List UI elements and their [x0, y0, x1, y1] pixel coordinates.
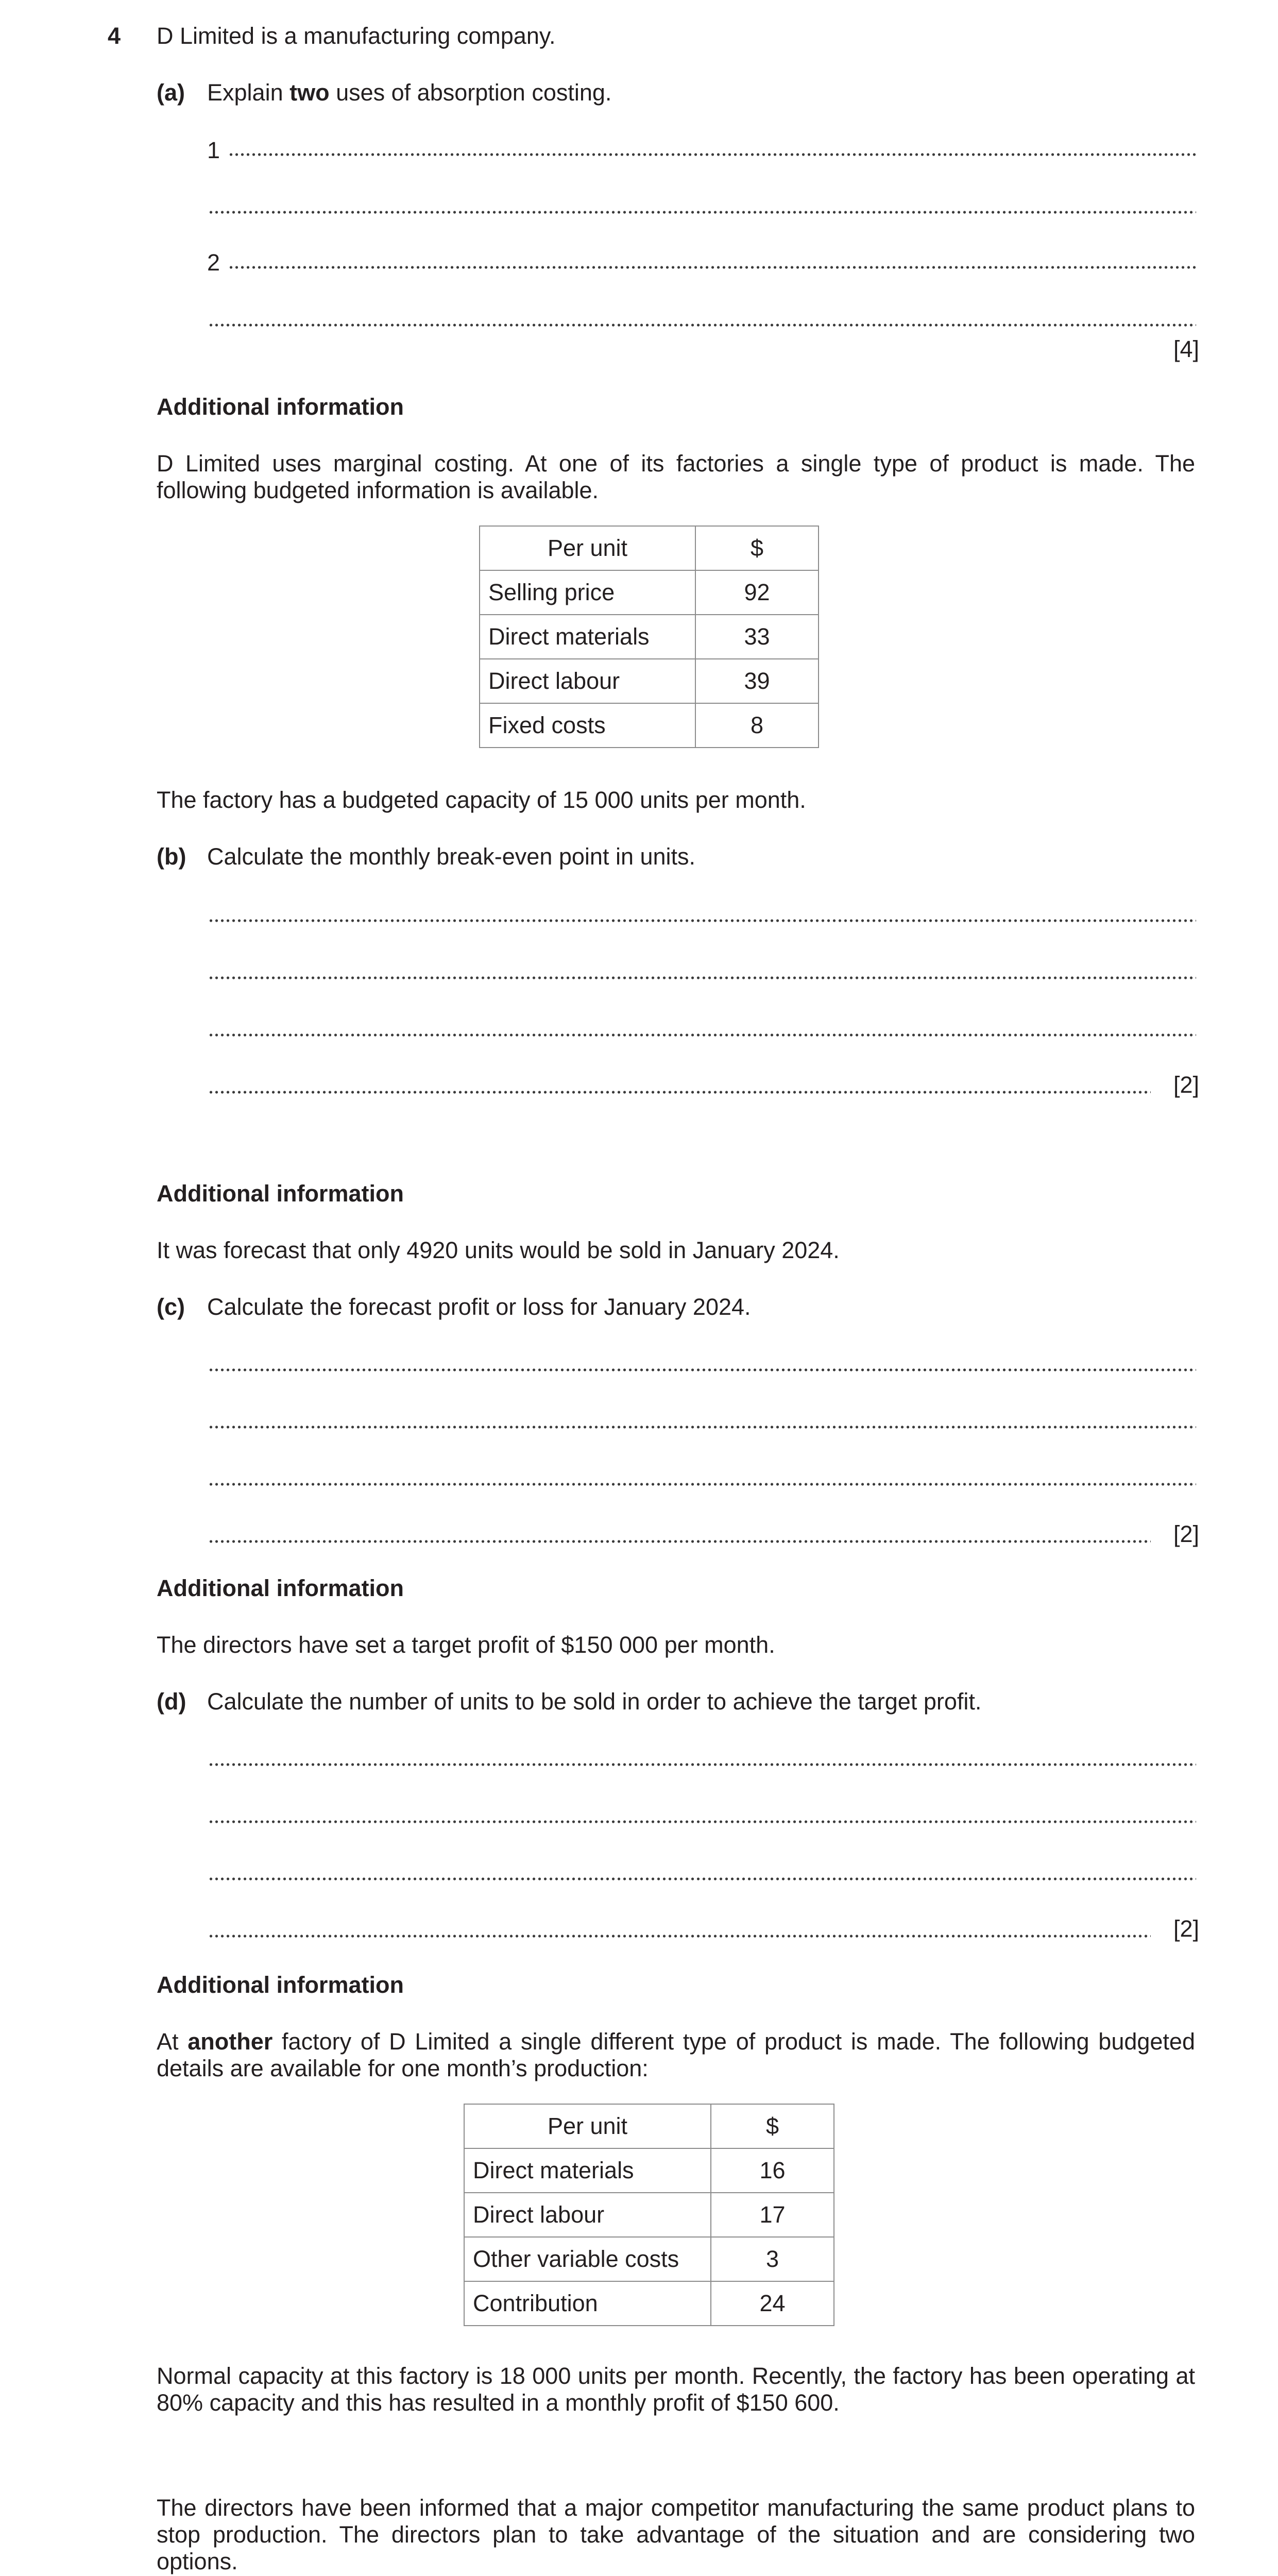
- answer-line[interactable]: [208, 1425, 1196, 1430]
- part-a-label: (a): [157, 79, 185, 106]
- part-b-marks: [2]: [1173, 1072, 1199, 1098]
- section-heading: Additional information: [157, 1575, 404, 1601]
- capacity-text: The factory has a budgeted capacity of 15 000 units per month.: [157, 787, 806, 813]
- table-cell-label: Direct materials: [480, 615, 695, 659]
- part-c-marks: [2]: [1173, 1521, 1199, 1547]
- question-number: 4: [108, 23, 121, 49]
- table-cell-label: Selling price: [480, 570, 695, 615]
- competitor-text: The directors have been informed that a major competitor manufacturing the same product plans to stop production. The directors plan to take advantage of the situation and are considering two options.: [157, 2495, 1195, 2574]
- table-cell-value: 16: [711, 2148, 834, 2193]
- budget-table-1: [479, 526, 819, 748]
- part-b-label: (b): [157, 843, 186, 870]
- answer-line[interactable]: [208, 1819, 1196, 1824]
- answer-line[interactable]: [208, 1762, 1196, 1767]
- answer-line[interactable]: [208, 1876, 1196, 1882]
- table-cell-value: 24: [711, 2281, 834, 2326]
- part-d-label: (d): [157, 1688, 186, 1715]
- table-cell-label: Direct labour: [464, 2193, 711, 2237]
- answer-line[interactable]: [208, 1090, 1151, 1095]
- answer-line[interactable]: [208, 1482, 1196, 1487]
- part-b-question: Calculate the monthly break-even point in units.: [207, 843, 696, 870]
- table-header-cell: $: [711, 2104, 834, 2148]
- info-1-text: D Limited uses marginal costing. At one of its factories a single type of product is made. The following budgeted information is available.: [157, 450, 1195, 503]
- table-cell-value: 3: [711, 2237, 834, 2281]
- table-cell-label: Direct labour: [480, 659, 695, 703]
- table-header-row: [480, 526, 819, 570]
- table-row: [480, 659, 819, 703]
- table-cell-label: Other variable costs: [464, 2237, 711, 2281]
- section-heading: Additional information: [157, 1972, 404, 1998]
- answer-line[interactable]: [208, 1367, 1196, 1372]
- table-cell-value: 8: [695, 703, 819, 748]
- answer-line[interactable]: [208, 210, 1196, 215]
- section-heading: Additional information: [157, 394, 404, 420]
- answer-line[interactable]: [208, 1934, 1151, 1939]
- table-row: [464, 2193, 834, 2237]
- table-cell-label: Fixed costs: [480, 703, 695, 748]
- table-cell-label: Direct materials: [464, 2148, 711, 2193]
- answer-line[interactable]: [228, 152, 1196, 157]
- table-row: [480, 703, 819, 748]
- table-row: [464, 2148, 834, 2193]
- part-c-label: (c): [157, 1294, 185, 1320]
- info-2-text: It was forecast that only 4920 units would be sold in January 2024.: [157, 1237, 840, 1263]
- answer-line[interactable]: [228, 265, 1196, 270]
- part-d-marks: [2]: [1173, 1916, 1199, 1942]
- question-intro: D Limited is a manufacturing company.: [157, 23, 556, 49]
- part-d-question: Calculate the number of units to be sold in order to achieve the target profit.: [207, 1688, 982, 1715]
- table-cell-value: 17: [711, 2193, 834, 2237]
- normal-capacity-text: Normal capacity at this factory is 18 000 units per month. Recently, the factory has been operating at 80% capacity and this has resulted in a monthly profit of $150 600.: [157, 2363, 1195, 2416]
- part-a-question: Explain two uses of absorption costing.: [207, 79, 612, 106]
- budget-table-2: [464, 2104, 834, 2326]
- info-3-text: The directors have set a target profit of $150 000 per month.: [157, 1632, 775, 1658]
- table-cell-value: 33: [695, 615, 819, 659]
- table-row: [464, 2281, 834, 2326]
- answer-line-1-number: 1: [207, 137, 220, 163]
- table-header-cell: Per unit: [480, 526, 695, 570]
- part-c-question: Calculate the forecast profit or loss for January 2024.: [207, 1294, 751, 1320]
- answer-line[interactable]: [208, 918, 1196, 923]
- table-cell-value: 92: [695, 570, 819, 615]
- table-row: [480, 615, 819, 659]
- table-row: [480, 570, 819, 615]
- answer-line-2-number: 2: [207, 249, 220, 276]
- answer-line[interactable]: [208, 1032, 1196, 1038]
- section-heading: Additional information: [157, 1180, 404, 1207]
- table-cell-label: Contribution: [464, 2281, 711, 2326]
- table-header-row: [464, 2104, 834, 2148]
- part-a-marks: [4]: [1173, 336, 1199, 362]
- answer-line[interactable]: [208, 975, 1196, 980]
- table-header-cell: $: [695, 526, 819, 570]
- answer-line[interactable]: [208, 323, 1196, 328]
- table-cell-value: 39: [695, 659, 819, 703]
- table-row: [464, 2237, 834, 2281]
- table-header-cell: Per unit: [464, 2104, 711, 2148]
- info-4-text: At another factory of D Limited a single different type of product is made. The following budgeted details are available for one month’s production:: [157, 2028, 1195, 2081]
- answer-line[interactable]: [208, 1539, 1151, 1544]
